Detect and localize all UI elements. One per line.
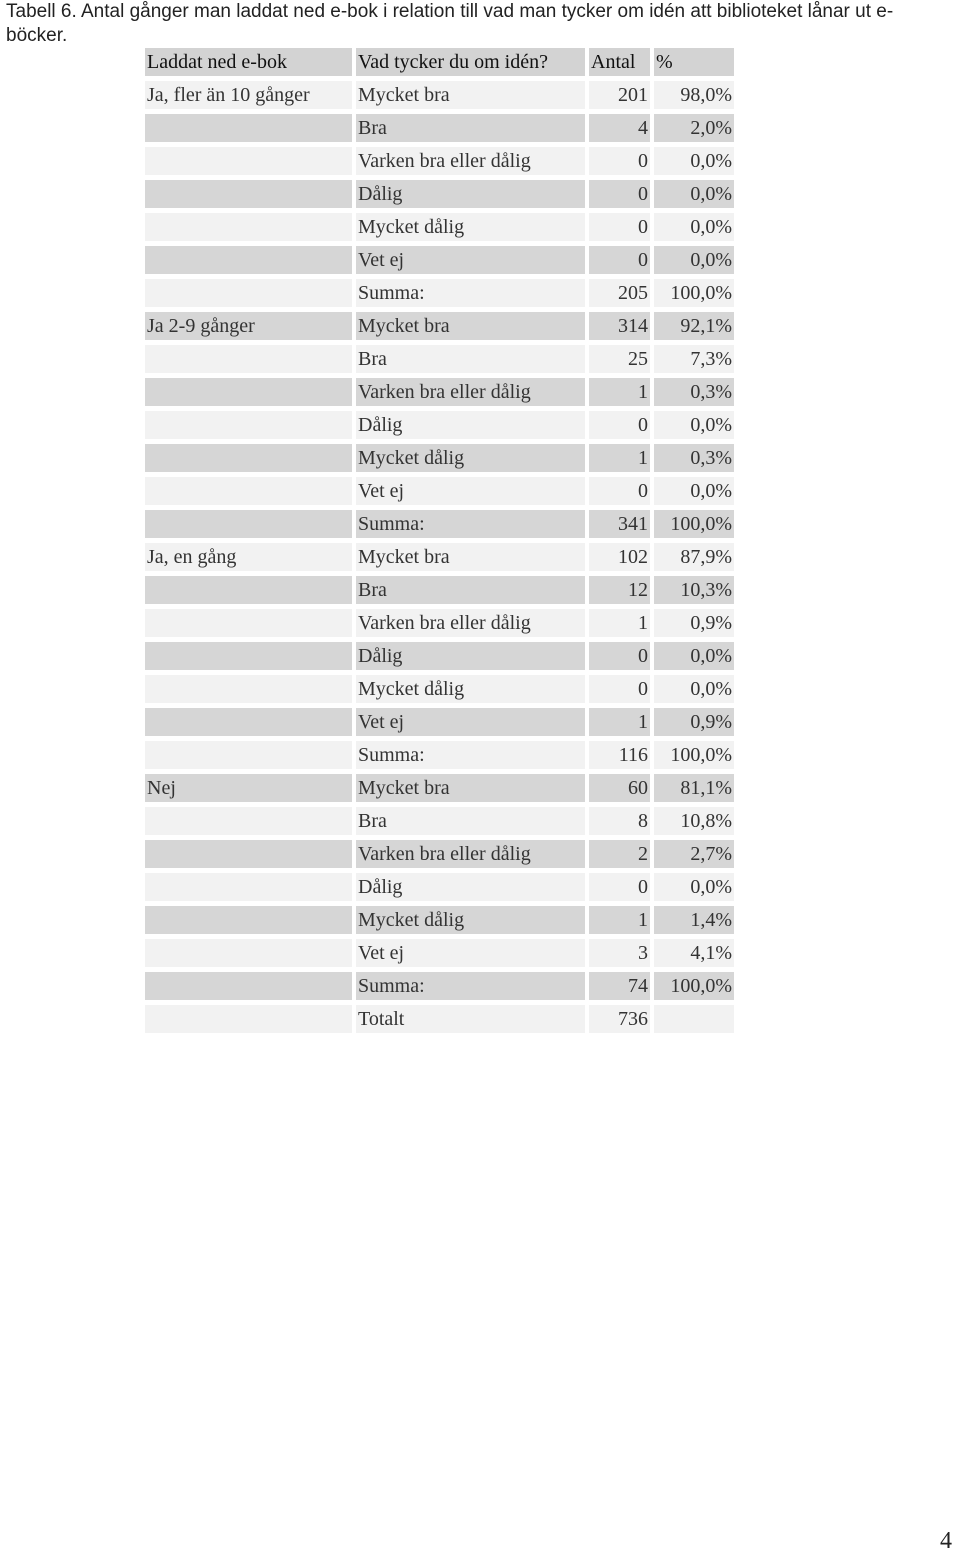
cell-downloaded xyxy=(145,213,352,241)
cell-percent: 0,0% xyxy=(654,246,734,274)
cell-percent: 0,0% xyxy=(654,642,734,670)
cell-percent: 100,0% xyxy=(654,510,734,538)
cell-downloaded xyxy=(145,675,352,703)
cell-opinion: Mycket dålig xyxy=(356,906,585,934)
cell-count: 12 xyxy=(589,576,650,604)
cell-percent: 100,0% xyxy=(654,972,734,1000)
cell-count: 0 xyxy=(589,213,650,241)
cell-opinion: Varken bra eller dålig xyxy=(356,147,585,175)
page-number: 4 xyxy=(940,1528,952,1554)
cell-percent: 0,0% xyxy=(654,180,734,208)
cell-downloaded xyxy=(145,180,352,208)
cell-opinion: Mycket bra xyxy=(356,312,585,340)
cell-opinion: Mycket dålig xyxy=(356,213,585,241)
cell-count: 8 xyxy=(589,807,650,835)
cell-count: 116 xyxy=(589,741,650,769)
cell-opinion: Mycket bra xyxy=(356,81,585,109)
cell-percent: 0,0% xyxy=(654,147,734,175)
cell-percent: 1,4% xyxy=(654,906,734,934)
data-table xyxy=(145,48,734,1033)
cell-opinion: Varken bra eller dålig xyxy=(356,378,585,406)
cell-downloaded xyxy=(145,345,352,373)
cell-percent: 0,3% xyxy=(654,378,734,406)
cell-percent: 100,0% xyxy=(654,741,734,769)
cell-opinion: Totalt xyxy=(356,1005,585,1033)
cell-percent: 10,3% xyxy=(654,576,734,604)
cell-count: 0 xyxy=(589,873,650,901)
cell-downloaded xyxy=(145,510,352,538)
cell-count: 0 xyxy=(589,642,650,670)
cell-downloaded: Ja 2-9 gånger xyxy=(145,312,352,340)
cell-percent: 98,0% xyxy=(654,81,734,109)
table-caption: Tabell 6. Antal gånger man laddat ned e-bok i relation till vad man tycker om idén att biblioteket lånar ut e-böcker. xyxy=(6,1,894,46)
cell-downloaded xyxy=(145,411,352,439)
cell-count: 102 xyxy=(589,543,650,571)
cell-count: 0 xyxy=(589,246,650,274)
cell-opinion: Bra xyxy=(356,345,585,373)
cell-downloaded xyxy=(145,378,352,406)
cell-downloaded xyxy=(145,873,352,901)
cell-count: 1 xyxy=(589,708,650,736)
cell-percent: 100,0% xyxy=(654,279,734,307)
cell-count: 4 xyxy=(589,114,650,142)
cell-count: 0 xyxy=(589,180,650,208)
cell-downloaded xyxy=(145,642,352,670)
cell-opinion: Summa: xyxy=(356,279,585,307)
cell-percent: 0,0% xyxy=(654,873,734,901)
column-header-count: Antal xyxy=(589,48,650,76)
cell-downloaded xyxy=(145,906,352,934)
cell-percent: 81,1% xyxy=(654,774,734,802)
cell-downloaded xyxy=(145,576,352,604)
cell-opinion: Dålig xyxy=(356,873,585,901)
cell-count: 25 xyxy=(589,345,650,373)
cell-downloaded xyxy=(145,147,352,175)
cell-count: 1 xyxy=(589,378,650,406)
cell-count: 205 xyxy=(589,279,650,307)
cell-count: 201 xyxy=(589,81,650,109)
column-header-percent: % xyxy=(654,48,734,76)
cell-downloaded xyxy=(145,807,352,835)
cell-count: 0 xyxy=(589,675,650,703)
cell-opinion: Mycket dålig xyxy=(356,675,585,703)
cell-opinion: Varken bra eller dålig xyxy=(356,840,585,868)
cell-percent: 2,7% xyxy=(654,840,734,868)
cell-count: 0 xyxy=(589,411,650,439)
cell-downloaded: Nej xyxy=(145,774,352,802)
cell-percent: 10,8% xyxy=(654,807,734,835)
column-header-opinion: Vad tycker du om idén? xyxy=(356,48,585,76)
cell-opinion: Summa: xyxy=(356,741,585,769)
cell-count: 2 xyxy=(589,840,650,868)
cell-percent: 0,9% xyxy=(654,708,734,736)
cell-downloaded: Ja, en gång xyxy=(145,543,352,571)
cell-opinion: Bra xyxy=(356,114,585,142)
cell-count: 736 xyxy=(589,1005,650,1033)
cell-count: 3 xyxy=(589,939,650,967)
cell-opinion: Vet ej xyxy=(356,708,585,736)
cell-percent: 0,0% xyxy=(654,411,734,439)
cell-opinion: Summa: xyxy=(356,510,585,538)
cell-opinion: Vet ej xyxy=(356,939,585,967)
cell-downloaded: Ja, fler än 10 gånger xyxy=(145,81,352,109)
cell-opinion: Mycket dålig xyxy=(356,444,585,472)
cell-count: 1 xyxy=(589,444,650,472)
cell-downloaded xyxy=(145,840,352,868)
cell-opinion: Vet ej xyxy=(356,477,585,505)
cell-count: 0 xyxy=(589,477,650,505)
cell-percent: 0,3% xyxy=(654,444,734,472)
cell-percent: 7,3% xyxy=(654,345,734,373)
cell-downloaded xyxy=(145,609,352,637)
cell-opinion: Bra xyxy=(356,807,585,835)
cell-opinion: Dålig xyxy=(356,411,585,439)
cell-opinion: Dålig xyxy=(356,180,585,208)
column-header-downloaded: Laddat ned e-bok xyxy=(145,48,352,76)
cell-downloaded xyxy=(145,972,352,1000)
cell-opinion: Summa: xyxy=(356,972,585,1000)
cell-opinion: Dålig xyxy=(356,642,585,670)
cell-count: 1 xyxy=(589,906,650,934)
cell-opinion: Mycket bra xyxy=(356,543,585,571)
cell-percent: 2,0% xyxy=(654,114,734,142)
cell-downloaded xyxy=(145,477,352,505)
cell-percent: 87,9% xyxy=(654,543,734,571)
cell-downloaded xyxy=(145,444,352,472)
cell-count: 314 xyxy=(589,312,650,340)
cell-percent xyxy=(654,1005,734,1033)
cell-count: 341 xyxy=(589,510,650,538)
cell-count: 1 xyxy=(589,609,650,637)
cell-percent: 92,1% xyxy=(654,312,734,340)
cell-opinion: Vet ej xyxy=(356,246,585,274)
cell-count: 60 xyxy=(589,774,650,802)
cell-percent: 0,0% xyxy=(654,477,734,505)
cell-downloaded xyxy=(145,939,352,967)
cell-downloaded xyxy=(145,1005,352,1033)
cell-opinion: Bra xyxy=(356,576,585,604)
cell-percent: 0,9% xyxy=(654,609,734,637)
cell-percent: 0,0% xyxy=(654,675,734,703)
cell-downloaded xyxy=(145,741,352,769)
cell-count: 74 xyxy=(589,972,650,1000)
cell-downloaded xyxy=(145,114,352,142)
cell-count: 0 xyxy=(589,147,650,175)
cell-percent: 4,1% xyxy=(654,939,734,967)
cell-opinion: Varken bra eller dålig xyxy=(356,609,585,637)
cell-downloaded xyxy=(145,279,352,307)
cell-downloaded xyxy=(145,708,352,736)
cell-opinion: Mycket bra xyxy=(356,774,585,802)
cell-percent: 0,0% xyxy=(654,213,734,241)
cell-downloaded xyxy=(145,246,352,274)
